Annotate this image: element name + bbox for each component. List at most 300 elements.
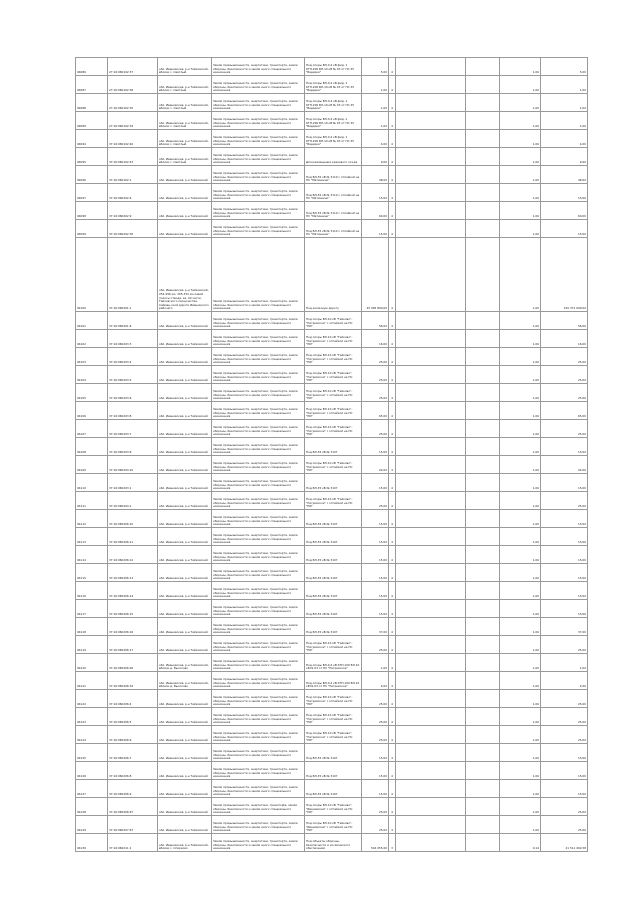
- empty-cell: [466, 112, 500, 130]
- address: обл. Ивановская, р-н Тейковский: [158, 202, 212, 220]
- empty-cell: [396, 492, 466, 510]
- permitted-use: Под опоры ВЛ-0,4 кВ КТП-100 ВЛ-10 кВ № 03 от ПС "Петровское": [305, 654, 362, 672]
- area-value: 9,00: [362, 148, 389, 166]
- rate-value: 1,00: [500, 456, 541, 474]
- permitted-use: Под опоры ВЛ-10 кВ "Тейково"-"Петровское" с отпайкой на ПС "ПИ": [305, 726, 362, 744]
- coefficient: 4: [389, 184, 396, 202]
- row-id: 94122: [76, 690, 108, 708]
- address: обл. Ивановская, р-н Тейковский: [158, 402, 212, 420]
- area-value: 25,00: [362, 798, 389, 816]
- total-value: 24,00: [541, 456, 588, 474]
- row-id: 94108: [76, 438, 108, 456]
- row-id: 94104: [76, 366, 108, 384]
- land-category: Земли промышленности, энергетики, транспорта, земли обороны, безопасности и земли иного специального назначения: [212, 492, 305, 510]
- land-category: Земли промышленности, энергетики, транспорта, земли обороны, безопасности и земли иного специального назначения: [212, 510, 305, 528]
- empty-cell: [396, 438, 466, 456]
- row-id: 94111: [76, 492, 108, 510]
- rate-value: 1,00: [500, 184, 541, 202]
- land-category: Земли промышленности, энергетики, транспорта, земли обороны, безопасности и земли иного специального назначения: [212, 238, 305, 312]
- address: обл. Ивановская, р-н Тейковский: [158, 582, 212, 600]
- rate-value: 1,00: [500, 238, 541, 312]
- address: обл. Ивановская, р-н Тейковский: [158, 312, 212, 330]
- permitted-use: Под ВЛ-35 кВ № 3110 с отпайкой на ПС "Матюшино": [305, 166, 362, 184]
- cadastral-number: 37:16:060102:40: [108, 130, 158, 148]
- area-value: 15,00: [362, 546, 389, 564]
- coefficient: 4: [389, 618, 396, 636]
- cadastral-number: 37:16:060206:15: [108, 600, 158, 618]
- coefficient: 4: [389, 330, 396, 348]
- row-id: 94123: [76, 708, 108, 726]
- coefficient: 4: [389, 238, 396, 312]
- permitted-use: Под опоры ВЛ-10 кВ "Тейково"-"Петровское" с отпайкой на ПС "ПИ": [305, 402, 362, 420]
- address: обл. Ивановская, р-н Тейковский: [158, 492, 212, 510]
- row-id: 94101: [76, 312, 108, 330]
- rate-value: 1,00: [500, 166, 541, 184]
- row-id: 94119: [76, 636, 108, 654]
- table-row: [76, 348, 588, 366]
- row-id: 94114: [76, 546, 108, 564]
- permitted-use: Под опоры ВЛ-10 кВ "Тейково"-"Петровское" с отпайкой на ПС "ПИ": [305, 456, 362, 474]
- coefficient: 3: [389, 834, 396, 852]
- address: обл. Ивановская, р-н Тейковский, вблизи с. Светлый: [158, 130, 212, 148]
- empty-cell: [466, 582, 500, 600]
- table-row: [76, 112, 588, 130]
- cadastral-number: 37:16:060206:7: [108, 744, 158, 762]
- area-value: 15,00: [362, 762, 389, 780]
- empty-cell: [466, 816, 500, 834]
- empty-cell: [466, 690, 500, 708]
- address: обл. Ивановская, р-н Тейковский: [158, 420, 212, 438]
- empty-cell: [466, 780, 500, 798]
- table-row: [76, 654, 588, 672]
- address: обл. Ивановская, р-н Тейковский, вблизи с. Светлый: [158, 94, 212, 112]
- total-value: 150 371 000,00: [541, 238, 588, 312]
- land-category: Земли промышленности, энергетики, транспорта, земли обороны, безопасности и земли иного специального назначения: [212, 618, 305, 636]
- table-row: [76, 600, 588, 618]
- land-category: Земли промышленности, энергетики, транспорта, земли обороны, безопасности и земли иного специального назначения: [212, 708, 305, 726]
- address: обл. Ивановская, р-н Тейковский, вблизи д. Высоково: [158, 672, 212, 690]
- area-value: 25,00: [362, 690, 389, 708]
- total-value: 37,00: [541, 618, 588, 636]
- row-id: 94103: [76, 348, 108, 366]
- cadastral-number: 37:16:060203:4: [108, 348, 158, 366]
- permitted-use: Под опоры ВЛ-10 кВ "Тейково"-"Петровское" с отпайкой на ПС "ПИ": [305, 492, 362, 510]
- rate-value: 1,00: [500, 510, 541, 528]
- empty-cell: [396, 58, 466, 76]
- area-value: 24,00: [362, 456, 389, 474]
- rate-value: 0,14: [500, 834, 541, 852]
- empty-cell: [396, 220, 466, 238]
- area-value: 15,00: [362, 510, 389, 528]
- rate-value: 1,00: [500, 384, 541, 402]
- empty-cell: [466, 654, 500, 672]
- rate-value: 1,00: [500, 780, 541, 798]
- coefficient: 4: [389, 672, 396, 690]
- coefficient: 4: [389, 582, 396, 600]
- address: обл. Ивановская, р-н Тейковский, вблизи с. Светлый: [158, 148, 212, 166]
- area-value: 25,00: [362, 708, 389, 726]
- coefficient: 4: [389, 690, 396, 708]
- empty-cell: [466, 366, 500, 384]
- area-value: 1,00: [362, 94, 389, 112]
- empty-cell: [396, 202, 466, 220]
- row-id: 94096: [76, 166, 108, 184]
- table-row: [76, 402, 588, 420]
- cadastral-number: 37:16:060203:6: [108, 384, 158, 402]
- table-row: [76, 726, 588, 744]
- permitted-use: Под опоры ВЛ-0,4 кВ фид. 1 КТП-200 ВЛ-10 кВ № 03 от ПС 35 "Ведерки": [305, 76, 362, 94]
- total-value: 15,00: [541, 780, 588, 798]
- table-row: [76, 238, 588, 312]
- empty-cell: [396, 816, 466, 834]
- empty-cell: [466, 166, 500, 184]
- total-value: 25,00: [541, 420, 588, 438]
- permitted-use: Под опоры ВЛ-10 кВ "Тейково"-"Петровское" с отпайкой на ПС "ПИ": [305, 420, 362, 438]
- land-category: Земли промышленности, энергетики, транспорта, земли обороны, безопасности и земли иного специального назначения: [212, 130, 305, 148]
- empty-cell: [466, 600, 500, 618]
- coefficient: 4: [389, 130, 396, 148]
- row-id: 94089: [76, 112, 108, 130]
- rate-value: 1,00: [500, 420, 541, 438]
- table-row: [76, 618, 588, 636]
- coefficient: 4: [389, 798, 396, 816]
- rate-value: 1,00: [500, 618, 541, 636]
- cadastral-number: 37:16:060206:5: [108, 708, 158, 726]
- table-row: [76, 672, 588, 690]
- empty-cell: [396, 690, 466, 708]
- total-value: 15,00: [541, 184, 588, 202]
- table-row: [76, 798, 588, 816]
- address: обл. Ивановская, р-н Тейковский: [158, 438, 212, 456]
- empty-cell: [396, 564, 466, 582]
- table-row: [76, 492, 588, 510]
- address: обл. Ивановская, р-н Тейковский: [158, 348, 212, 366]
- empty-cell: [466, 202, 500, 220]
- total-value: 5,00: [541, 58, 588, 76]
- table-row: [76, 474, 588, 492]
- cadastral-number: 37:16:060206:11: [108, 528, 158, 546]
- cadastral-number: 37:16:060206:9: [108, 780, 158, 798]
- permitted-use: Под опоры ВЛ-10 кВ "Тейково"-"Ивановская" с отпайкой на ПС "ПИ": [305, 816, 362, 834]
- empty-cell: [396, 348, 466, 366]
- area-value: 37,00: [362, 618, 389, 636]
- cadastral-number: 37:16:060206:67: [108, 798, 158, 816]
- coefficient: 4: [389, 402, 396, 420]
- land-category: Земли промышленности, энергетики, транспорта, земли обороны, безопасности и земли иного специального назначения: [212, 220, 305, 238]
- total-value: 16,00: [541, 330, 588, 348]
- coefficient: 4: [389, 58, 396, 76]
- rate-value: 1,00: [500, 312, 541, 330]
- empty-cell: [466, 58, 500, 76]
- empty-cell: [396, 744, 466, 762]
- row-id: 94113: [76, 528, 108, 546]
- row-id: 94110: [76, 474, 108, 492]
- rate-value: 1,00: [500, 636, 541, 654]
- table-row: [76, 708, 588, 726]
- address: обл. Ивановская, р-н Тейковский: [158, 366, 212, 384]
- row-id: 94107: [76, 420, 108, 438]
- table-row: [76, 636, 588, 654]
- permitted-use: Под ВЛ-35 кВ № 3107: [305, 528, 362, 546]
- total-value: 25,00: [541, 636, 588, 654]
- coefficient: 4: [389, 366, 396, 384]
- total-value: 15,00: [541, 510, 588, 528]
- rate-value: 1,00: [500, 816, 541, 834]
- cadastral-number: 37:16:060211:1: [108, 834, 158, 852]
- area-value: 25,00: [362, 726, 389, 744]
- permitted-use: Под опоры ВЛ-10 кВ "Тейково"-"Петровское" с отпайкой на ПС "ПИ": [305, 312, 362, 330]
- rate-value: 1,00: [500, 690, 541, 708]
- empty-cell: [466, 348, 500, 366]
- empty-cell: [466, 384, 500, 402]
- permitted-use: Под ВЛ-35 кВ № 3110 с отпайкой на ПС "Матюшино": [305, 220, 362, 238]
- total-value: 4,00: [541, 130, 588, 148]
- permitted-use: Под ВЛ-35 кВ № 3110 с отпайкой на ПС "Матюшино": [305, 184, 362, 202]
- row-id: 94125: [76, 744, 108, 762]
- empty-cell: [466, 798, 500, 816]
- land-category: Земли промышленности, энергетики, транспорта, земли обороны, безопасности и земли иного специального назначения: [212, 600, 305, 618]
- total-value: 25,00: [541, 384, 588, 402]
- table-row: [76, 564, 588, 582]
- area-value: 1,00: [362, 654, 389, 672]
- rate-value: 1,00: [500, 220, 541, 238]
- area-value: 15,00: [362, 184, 389, 202]
- land-category: Земли промышленности, энергетики, транспорта, земли обороны, безопасности и земли иного специального назначения: [212, 564, 305, 582]
- address: обл. Ивановская, р-н Тейковский: [158, 564, 212, 582]
- permitted-use: Под ВЛ-35 кВ № 3107: [305, 600, 362, 618]
- empty-cell: [466, 708, 500, 726]
- permitted-use: Под ВЛ-35 кВ № 3107: [305, 510, 362, 528]
- rate-value: 1,00: [500, 366, 541, 384]
- empty-cell: [396, 636, 466, 654]
- row-id: 94126: [76, 762, 108, 780]
- coefficient: 4: [389, 220, 396, 238]
- address: обл. Ивановская, р-н Тейковский, 254-296 км, 305-334 км левой полосы отвода, кв. 40 части. Тейковского лесничества. Сайман-ской дороги Ивановского рабочего: [158, 238, 212, 312]
- address: обл. Ивановская, р-н Тейковский, вблизи с. Светлый: [158, 58, 212, 76]
- table-row: [76, 456, 588, 474]
- address: обл. Ивановская, р-н Тейковский: [158, 456, 212, 474]
- land-category: Земли промышленности, энергетики, транспорta, земли обороны, безопасности и земли иного специального назначения: [212, 798, 305, 816]
- area-value: 5,00: [362, 58, 389, 76]
- address: обл. Ивановская, р-н Тейковский: [158, 708, 212, 726]
- coefficient: 4: [389, 76, 396, 94]
- coefficient: 4: [389, 744, 396, 762]
- empty-cell: [466, 834, 500, 852]
- address: обл. Ивановская, р-н Тейковский: [158, 528, 212, 546]
- empty-cell: [396, 420, 466, 438]
- land-category: Земли промышленности, энергетики, транспорта, земли обороны, безопасности и земли иного специального назначения: [212, 166, 305, 184]
- permitted-use: Под опоры ВЛ-10 кВ "Тейково"-"Петровское" с отпайкой на ПС "ПИ": [305, 384, 362, 402]
- rate-value: 1,00: [500, 600, 541, 618]
- address: обл. Ивановская, р-н Тейковский: [158, 184, 212, 202]
- row-id: 94117: [76, 600, 108, 618]
- row-id: 94098: [76, 202, 108, 220]
- empty-cell: [466, 744, 500, 762]
- land-category: Земли промышленности, энергетики, транспорта, земли обороны, безопасности и земли иного специального назначения: [212, 420, 305, 438]
- cadastral-number: 37:16:060206:8: [108, 762, 158, 780]
- empty-cell: [466, 76, 500, 94]
- cadastral-number: 37:16:060202:30: [108, 220, 158, 238]
- coefficient: 4: [389, 654, 396, 672]
- area-value: 25,00: [362, 384, 389, 402]
- rate-value: 1,00: [500, 798, 541, 816]
- coefficient: 4: [389, 166, 396, 184]
- row-id: 94088: [76, 94, 108, 112]
- area-value: 516 055,00: [362, 834, 389, 852]
- empty-cell: [466, 94, 500, 112]
- rate-value: 1,00: [500, 546, 541, 564]
- row-id: 94106: [76, 402, 108, 420]
- coefficient: 4: [389, 112, 396, 130]
- area-value: 45 095 800,00: [362, 238, 389, 312]
- address: обл. Ивановская, р-н Тейковский, вблизи с. Спирково: [158, 834, 212, 852]
- empty-cell: [466, 402, 500, 420]
- permitted-use: Под ВЛ-35 кВ № 3107: [305, 762, 362, 780]
- rate-value: 1,00: [500, 58, 541, 76]
- permitted-use: Под опоры ВЛ-10 кВ "Тейково"-"Петровское" с отпайкой на ПС "ПИ": [305, 708, 362, 726]
- table-row: [76, 184, 588, 202]
- row-id: 94128: [76, 798, 108, 816]
- coefficient: 4: [389, 564, 396, 582]
- empty-cell: [396, 510, 466, 528]
- cadastral-number: 37:16:060204:1: [108, 492, 158, 510]
- cadastral-number: 37:16:060102:43: [108, 148, 158, 166]
- land-category: Земли промышленности, энергетики, транспорта, земли обороны, безопасности и земли иного специального назначения: [212, 726, 305, 744]
- area-value: 56,00: [362, 312, 389, 330]
- permitted-use: Под опоры ВЛ-10 кВ "Тейково"-"Петровское" с отпайкой на ПС "ПИ": [305, 348, 362, 366]
- land-category: Земли промышленности, энергетики, транспорта, земли обороны, безопасности и земли иного специального назначения: [212, 94, 305, 112]
- address: обл. Ивановская, р-н Тейковский: [158, 816, 212, 834]
- table-row: [76, 76, 588, 94]
- cadastral-number: 37:16:060202:9: [108, 202, 158, 220]
- cadastral-number: 27:16:060102:36: [108, 76, 158, 94]
- table-row: [76, 780, 588, 798]
- land-category: Земли промышленности, энергетики, транспорта, земли обороны, безопасности и земли иного специального назначения: [212, 76, 305, 94]
- land-category: Земли промышленности, энергетики, транспорта, земли обороны, безопасности и земли иного специального назначения: [212, 438, 305, 456]
- address: обл. Ивановская, р-н Тейковский: [158, 220, 212, 238]
- empty-cell: [466, 762, 500, 780]
- rate-value: 1,00: [500, 130, 541, 148]
- row-id: 94120: [76, 654, 108, 672]
- area-value: 25,00: [362, 636, 389, 654]
- total-value: 15,00: [541, 528, 588, 546]
- row-id: 94124: [76, 726, 108, 744]
- empty-cell: [466, 330, 500, 348]
- total-value: 60,00: [541, 202, 588, 220]
- area-value: 65,00: [362, 402, 389, 420]
- land-category: Земли промышленности, энергетики, транспорта, земли обороны, безопасности и земли иного специального назначения: [212, 348, 305, 366]
- area-value: 4,00: [362, 130, 389, 148]
- table-row: [76, 546, 588, 564]
- area-value: 25,00: [362, 816, 389, 834]
- land-category: Земли промышленности, энергетики, транспорта, земли обороны, безопасности и земли иного специального назначения: [212, 546, 305, 564]
- area-value: 60,00: [362, 202, 389, 220]
- area-value: 15,00: [362, 582, 389, 600]
- land-category: Земли промышленности, энергетики, транспорта, земли обороны, безопасности и земли иного специального назначения: [212, 202, 305, 220]
- rate-value: 1,00: [500, 672, 541, 690]
- table-row: [76, 528, 588, 546]
- empty-cell: [466, 618, 500, 636]
- area-value: 1,00: [362, 112, 389, 130]
- row-id: 94115: [76, 564, 108, 582]
- land-category: Земли промышленности, энергетики, транспорта, земли обороны, безопасности и земли иного специального назначения: [212, 330, 305, 348]
- total-value: 15,00: [541, 744, 588, 762]
- total-value: 56,00: [541, 312, 588, 330]
- rate-value: 1,00: [500, 148, 541, 166]
- rate-value: 1,00: [500, 348, 541, 366]
- permitted-use: Под опоры ВЛ-10 кВ "Тейково"-"Петровское" с отпайкой на ПС "ПИ": [305, 636, 362, 654]
- cadastral-number: 37:16:060203:8: [108, 402, 158, 420]
- total-value: 15,00: [541, 762, 588, 780]
- coefficient: 4: [389, 312, 396, 330]
- cadastral-number: 37:16:060206:6: [108, 726, 158, 744]
- permitted-use: Под опоры ВЛ-0,4 кВ фид. 1 КТП-200 ВЛ-10 кВ № 03 от ПС 35 "Ведерки": [305, 130, 362, 148]
- table-row: [76, 330, 588, 348]
- total-value: 25,00: [541, 726, 588, 744]
- empty-cell: [466, 438, 500, 456]
- land-category: Земли промышленности, энергетики, транспорта, земли обороны, безопасности и земли иного специального назначения: [212, 402, 305, 420]
- address: обл. Ивановская, р-н Тейковский: [158, 762, 212, 780]
- empty-cell: [396, 148, 466, 166]
- cadastral-number: 27:16:060102:34: [108, 112, 158, 130]
- coefficient: 4: [389, 384, 396, 402]
- coefficient: 4: [389, 600, 396, 618]
- cadastral-number: 37:16:060206:34: [108, 672, 158, 690]
- row-id: 94130: [76, 834, 108, 852]
- total-value: 25,00: [541, 798, 588, 816]
- permitted-use: Под ВЛ-35 кВ № 3107: [305, 780, 362, 798]
- permitted-use: Под ВЛ-35 кВ № 3107: [305, 564, 362, 582]
- coefficient: 4: [389, 636, 396, 654]
- table-row: [76, 582, 588, 600]
- total-value: 2,00: [541, 672, 588, 690]
- area-value: 25,00: [362, 492, 389, 510]
- rate-value: 1,00: [500, 528, 541, 546]
- empty-cell: [466, 184, 500, 202]
- row-id: 94087: [76, 76, 108, 94]
- permitted-use: Под ВЛ-35 кВ № 3107: [305, 744, 362, 762]
- empty-cell: [396, 582, 466, 600]
- row-id: 94109: [76, 456, 108, 474]
- empty-cell: [396, 618, 466, 636]
- rate-value: 1,00: [500, 402, 541, 420]
- empty-cell: [396, 726, 466, 744]
- permitted-use: Под ВЛ-35 кВ № 3107: [305, 438, 362, 456]
- area-value: 25,00: [362, 366, 389, 384]
- cadastral-number: 37:16:060203:1: [108, 474, 158, 492]
- area-value: 15,00: [362, 438, 389, 456]
- table-row: [76, 744, 588, 762]
- cadastral-number: 27:16:060102:37: [108, 58, 158, 76]
- row-id: 94094: [76, 130, 108, 148]
- land-category: Земли промышленности, энергетики, транспорта, земли обороны, безопасности и земли иного специального назначения: [212, 636, 305, 654]
- total-value: 15,00: [541, 582, 588, 600]
- table-row: [76, 690, 588, 708]
- empty-cell: [396, 708, 466, 726]
- table-row: [76, 312, 588, 330]
- empty-cell: [396, 546, 466, 564]
- table-row: [76, 58, 588, 76]
- permitted-use: Под ВЛ-35 кВ № 3107: [305, 618, 362, 636]
- area-value: 16,00: [362, 330, 389, 348]
- coefficient: 4: [389, 348, 396, 366]
- total-value: 15,00: [541, 438, 588, 456]
- address: обл. Ивановская, р-н Тейковский: [158, 166, 212, 184]
- coefficient: 4: [389, 474, 396, 492]
- empty-cell: [396, 384, 466, 402]
- empty-cell: [396, 528, 466, 546]
- empty-cell: [396, 184, 466, 202]
